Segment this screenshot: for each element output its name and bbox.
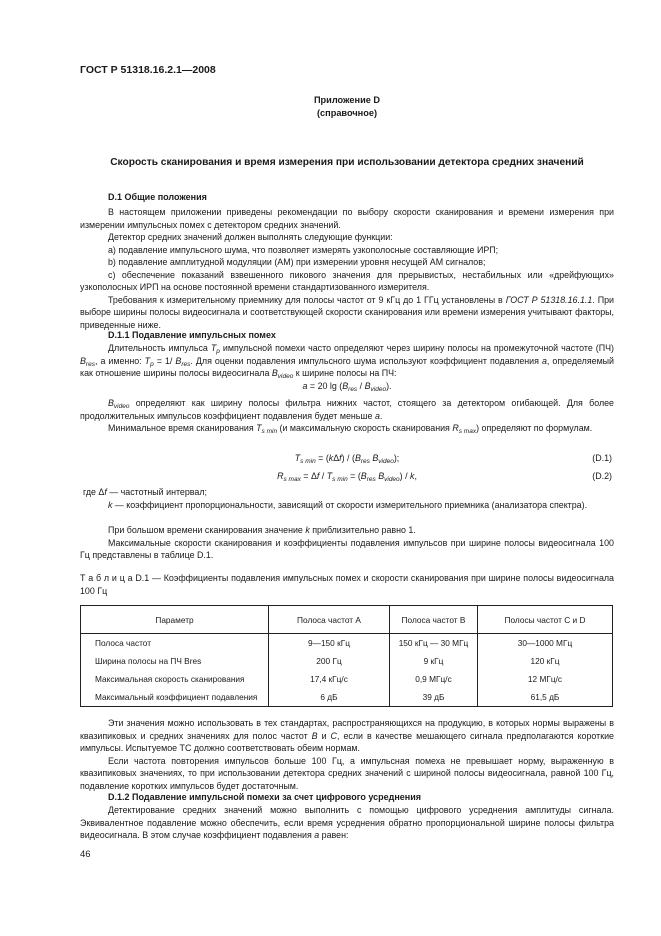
text-run: B (372, 453, 379, 463)
list-item (80, 256, 614, 269)
text-run: B (354, 453, 361, 463)
paragraph (80, 524, 614, 537)
list-item (80, 244, 614, 257)
text-run: B (342, 381, 349, 391)
text-run: R (452, 423, 459, 433)
section-heading-d1-2: D.1.2 Подавление импульсной помехи за счет цифрового усреднения (108, 792, 421, 802)
text-run: , если в качестве мешающего сигнала предполагаются короткие импульсы. Испытуемое ТС должно соответствовать обеим нормам. (80, 730, 614, 753)
table-header: Полоса частот A (269, 606, 390, 634)
text-run: B (271, 368, 278, 378)
text-run: k (410, 471, 415, 481)
row-label: Полоса частот (81, 634, 269, 653)
text-run: p (216, 348, 220, 355)
text-run: s min (300, 458, 316, 465)
text-run: = 1/ (153, 355, 176, 366)
text-run: s max (458, 428, 477, 435)
paragraph (80, 717, 614, 755)
text-run: B (364, 381, 371, 391)
text-run: — коэффициент пропорциональности, зависящий от скорости измерительного приемника (анализатора спектра). (112, 500, 588, 510)
table-header: Параметр (81, 606, 269, 634)
text-run: = 20 lg ( (307, 381, 343, 391)
text-run: приблизительно равно 1. (309, 525, 416, 535)
text-run: T (210, 343, 217, 353)
text-run: ) определяют по формулам. (476, 423, 593, 433)
text-run: a (314, 830, 320, 840)
text-run: к ширине полосы на ПЧ: (293, 368, 397, 378)
text-run: Требования к измерительному приемнику для полосы частот от 9 кГц до 1 ГГц установлены в (108, 294, 506, 305)
paragraph (80, 755, 614, 793)
table-cell: 120 кГц (478, 652, 613, 670)
paragraph (80, 294, 614, 332)
text-run: где Δ (83, 487, 105, 497)
data-table (80, 605, 613, 707)
row-label: Максимальный коэффициент подавления (81, 688, 269, 707)
text-run: определяют как ширину полосы фильтра нижних частот, стоящего за детектором огибающей. Для более продолжительных импульсов коэффициент подавления будет меньше (80, 398, 614, 421)
text-run: — частотный интервал; (106, 487, 207, 497)
text-run: a (302, 381, 308, 391)
table-row (81, 670, 613, 688)
text-run: = Δ (300, 471, 317, 481)
text-run: C (330, 730, 337, 741)
text-run: res (366, 476, 376, 483)
text-run: T (144, 355, 151, 366)
text-run: k (305, 525, 310, 535)
text-run: video (113, 403, 130, 410)
text-run: , определяемый как отношение ширины полосы видеосигнала (80, 355, 615, 378)
text-run: B (360, 471, 367, 481)
text-run: f (339, 453, 342, 463)
text-run: При большом времени сканирования значение (108, 525, 306, 535)
table-header: Полоса частот B (390, 606, 478, 634)
paragraph (80, 537, 614, 562)
text-run: R (277, 471, 284, 481)
formula-d2 (80, 471, 614, 481)
text-run: B (175, 355, 182, 366)
text-run: . При выборе ширины полосы видеосигнала и соответствующей скорости сканирования или времени измерения учитывают факторы, приведенные ниже. (80, 294, 614, 330)
text-run: video (370, 386, 387, 393)
table-cell: 150 кГц — 30 МГц (390, 634, 478, 653)
text-run: ) / (399, 471, 411, 481)
table-row (81, 688, 613, 707)
table-cell: 61,5 дБ (478, 688, 613, 707)
text-run: p (150, 360, 154, 368)
table-row (81, 634, 613, 653)
text-run: равен: (319, 830, 349, 840)
text-run: video (378, 458, 394, 465)
text-run: B (378, 471, 385, 481)
list-item (80, 269, 614, 294)
paragraph (80, 231, 614, 244)
text-run: . Для оценки подавления импульсного шума используют коэффициент подавления (190, 355, 542, 366)
standard-header: ГОСТ Р 51318.16.2.1—2008 (80, 64, 216, 76)
text-run: и (317, 730, 331, 741)
where-clause (83, 486, 617, 499)
formula-suppression (80, 381, 614, 391)
section-heading-d1-1: D.1.1 Подавление импульсных помех (108, 330, 276, 340)
text-run: , (414, 471, 417, 481)
text-run: Максимальные скорости сканирования и коэффициенты подавления импульсов при ширине полосы видеосигнала 100 Гц представлены в таблице D.1. (80, 537, 614, 560)
text-run: B (80, 355, 86, 366)
annex-type: (справочное) (316, 108, 377, 118)
text-run: res (85, 360, 95, 368)
text-run: B (108, 398, 114, 408)
text-run: res (181, 360, 191, 368)
table-cell: 39 дБ (390, 688, 478, 707)
text-run: Длительность импульса (108, 343, 211, 353)
text-run: = ( (315, 453, 329, 463)
text-run: , а именно: (94, 355, 145, 366)
text-run: T (294, 453, 301, 463)
formula-d1 (80, 453, 614, 463)
table-header: Полосы частот C и D (478, 606, 613, 634)
paragraph (80, 422, 614, 435)
row-label: Ширина полосы на ПЧ Bres (81, 652, 269, 670)
text-run: . (379, 410, 383, 421)
text-run: video (277, 373, 294, 380)
table-cell: 6 дБ (269, 688, 390, 707)
text-run: / (357, 381, 365, 391)
text-run: f (104, 487, 107, 497)
text-run: T (256, 423, 262, 433)
paragraph (80, 397, 614, 422)
text-run: Минимальное время сканирования (108, 423, 257, 433)
paragraph (80, 342, 614, 380)
text-run: a (541, 355, 547, 366)
text-run: / (319, 471, 327, 481)
text-run: ); (393, 453, 400, 463)
text-run: c) обеспечение показаний взвешенного пикового значения для прерывистых, нестабильных или «дрейфующих» узкополосных ИРП на основе постоянной времени стандартизованного измерителя. (80, 269, 614, 292)
row-label: Максимальная скорость сканирования (81, 670, 269, 688)
table-cell: 30—1000 МГц (478, 634, 613, 653)
table-caption: Т а б л и ц а D.1 — Коэффициенты подавления импульсных помех и скорости сканирования при ширине полосы видеосигнала 100 Гц (80, 573, 614, 596)
paragraph (80, 804, 614, 842)
text-run: k (108, 500, 113, 510)
text-run: s min (332, 476, 348, 483)
text-run: a) подавление импульсного шума, что позволяет измерять узкополосные составляющие ИРП; (108, 244, 499, 255)
text-run: Δ (333, 453, 340, 463)
table-cell: 12 МГц/с (478, 670, 613, 688)
annex-label: Приложение D (313, 95, 381, 105)
text-run: f (316, 471, 320, 481)
formula-number: (D.2) (592, 471, 612, 481)
text-run: Если частота повторения импульсов больше 100 Гц, а импульсная помеха не превышает норму, выраженную в квазипиковых значениях, то при использовании детектора средних значений с шириной полосы видеосигнала, равной 100 Гц, подавление коротких импульсов будет достаточным. (80, 755, 614, 791)
table-cell: 0,9 МГц/с (390, 670, 478, 688)
text-run: s min (261, 428, 278, 435)
text-run: = ( (347, 471, 361, 481)
paragraph (80, 206, 614, 231)
table-cell: 17,4 кГц/с (269, 670, 390, 688)
text-run: Детектирование средних значений можно выполнить с помощью цифрового усреднения амплитуды сигнала. Эквивалентное подавление можно обеспечить, если время усреднения обратно пропорциональной ширине полосы фильтра видеосигнала. В этом случае коэффициент подавления (80, 805, 614, 840)
text-run: ) / ( (341, 453, 355, 463)
text-run: res (360, 458, 370, 465)
text-run: Детектор средних значений должен выполнять следующие функции: (108, 232, 393, 242)
text-run: Эти значения можно использовать в тех стандартах, распространяющихся на продукцию, в которых нормы выражены в квазипиковых и средних значениях для полос частот (80, 718, 614, 741)
where-clause (108, 499, 614, 512)
text-run: s max (283, 476, 301, 483)
text-run: b) подавление амплитудной модуляции (АМ) при измерении уровня несущей АМ сигналов; (108, 257, 486, 267)
table-cell: 9 кГц (390, 652, 478, 670)
table-cell: 200 Гц (269, 652, 390, 670)
text-run: импульсной помехи часто определяют через ширину полосы на промежуточной частоте (ПЧ) (219, 343, 614, 353)
text-run: k (328, 453, 334, 463)
text-run: В настоящем приложении приведены рекомендации по выбору скорости сканирования и времени измерения при измерении импульсных помех с детектором средних значений. (80, 207, 614, 230)
text-run: ГОСТ Р 51318.16.1.1 (505, 294, 593, 305)
text-run: video (384, 476, 400, 483)
page-title: Скорость сканирования и время измерения при использовании детектора средних значений (110, 157, 584, 168)
table-row (81, 652, 613, 670)
text-run: T (326, 471, 333, 481)
page-number: 46 (80, 849, 91, 860)
text-run: (и максимальную скорость сканирования (277, 423, 453, 433)
text-run: ). (386, 381, 392, 391)
text-run: a (374, 410, 380, 421)
table-cell: 9—150 кГц (269, 634, 390, 653)
text-run: res (348, 386, 358, 393)
text-run: B (311, 730, 318, 741)
formula-number: (D.1) (592, 453, 612, 463)
section-heading-d1: D.1 Общие положения (108, 192, 207, 202)
